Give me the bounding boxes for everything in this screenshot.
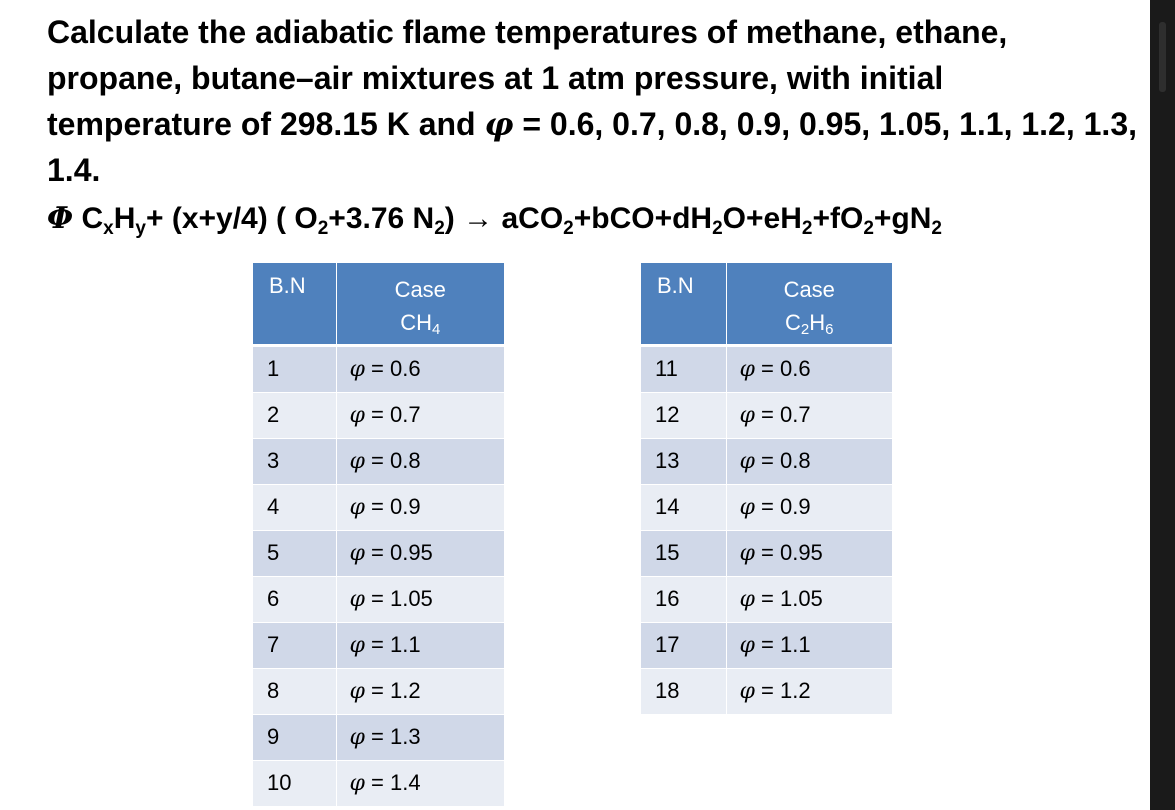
fuel-formula	[727, 306, 893, 339]
phi-value: = 0.8	[754, 448, 811, 473]
table-row	[253, 576, 504, 622]
reaction-arrow: ) →	[444, 202, 502, 235]
equivalence-ratio-symbol: Φ	[47, 201, 74, 236]
equation-lhs-h: H	[113, 202, 136, 235]
case-value	[336, 484, 504, 530]
case-value	[726, 438, 892, 484]
phi-value: = 1.2	[754, 678, 811, 703]
batch-number: 1	[253, 345, 336, 392]
batch-number: 17	[641, 622, 726, 668]
phi-value: = 1.2	[364, 678, 421, 703]
phi-value: = 0.6	[364, 356, 421, 381]
problem-statement	[47, 9, 1137, 193]
phi-symbol: φ	[349, 357, 365, 382]
case-value	[336, 668, 504, 714]
batch-number: 3	[253, 438, 336, 484]
batch-number: 18	[641, 668, 726, 714]
phi-value: = 0.9	[754, 494, 811, 519]
phi-value: = 1.05	[754, 586, 823, 611]
table-row	[253, 622, 504, 668]
case-value	[336, 576, 504, 622]
product-o-h2: O+eH	[722, 202, 802, 235]
equation-lhs-c: C	[73, 202, 104, 235]
phi-symbol: φ	[349, 495, 365, 520]
product-h2o-sub: 2	[712, 218, 723, 239]
batch-number: 8	[253, 668, 336, 714]
batch-number: 2	[253, 392, 336, 438]
bn-header: B.N	[253, 263, 336, 345]
phi-value: = 0.7	[754, 402, 811, 427]
batch-number: 12	[641, 392, 726, 438]
batch-number: 13	[641, 438, 726, 484]
batch-number: 15	[641, 530, 726, 576]
batch-number: 11	[641, 345, 726, 392]
case-header	[726, 263, 892, 345]
case-value	[336, 392, 504, 438]
case-value	[336, 622, 504, 668]
equation-sub-o2: 2	[317, 218, 329, 239]
phi-symbol: φ	[349, 587, 365, 612]
phi-value: = 1.3	[364, 724, 421, 749]
table-row	[253, 714, 504, 760]
batch-number: 6	[253, 576, 336, 622]
equation-sub-n2: 2	[434, 218, 445, 239]
batch-number: 4	[253, 484, 336, 530]
phi-value: = 1.1	[754, 632, 811, 657]
batch-number: 7	[253, 622, 336, 668]
equation-sub-x: x	[103, 218, 114, 239]
product-n2: +gN	[873, 202, 932, 235]
phi-value: = 0.8	[364, 448, 421, 473]
table-row	[641, 392, 892, 438]
phi-value: = 0.9	[364, 494, 421, 519]
batch-number: 16	[641, 576, 726, 622]
case-value	[336, 714, 504, 760]
phi-symbol: φ	[739, 449, 755, 474]
phi-symbol: φ	[349, 541, 365, 566]
phi-symbol: φ	[349, 633, 365, 658]
phi-symbol: φ	[739, 541, 755, 566]
case-value	[726, 530, 892, 576]
phi-value: = 0.7	[364, 402, 421, 427]
table-row	[253, 530, 504, 576]
table-row	[253, 345, 504, 392]
table-row	[253, 484, 504, 530]
formula-element: H	[809, 310, 826, 335]
bn-header: B.N	[641, 263, 726, 345]
phi-symbol: φ	[739, 633, 755, 658]
equation-n2: +3.76 N	[328, 202, 435, 235]
phi-symbol: φ	[349, 725, 365, 750]
equation-sub-y: y	[135, 218, 146, 239]
formula-subscript: 4	[431, 321, 441, 338]
case-value	[726, 392, 892, 438]
product-o2-sub: 2	[863, 218, 874, 239]
table-row	[641, 438, 892, 484]
case-value	[336, 760, 504, 806]
product-co-h2o: +bCO+dH	[573, 202, 713, 235]
formula-subscript: 2	[800, 321, 810, 338]
problem-text-before-phi: Calculate the adiabatic flame temperatures of methane, ethane, propane, butane–air mixtures at 1 atm pressure, with initial temperature of 298.15 K and	[47, 14, 1008, 142]
table-row	[641, 622, 892, 668]
case-value	[336, 530, 504, 576]
phi-symbol: φ	[349, 771, 365, 796]
product-h2-sub: 2	[801, 218, 813, 239]
case-header	[336, 263, 504, 345]
case-value	[336, 345, 504, 392]
phi-value: = 1.1	[364, 632, 421, 657]
phi-value: = 0.95	[754, 540, 823, 565]
case-label: Case	[783, 277, 835, 302]
table-row	[641, 345, 892, 392]
case-value	[726, 576, 892, 622]
case-label: Case	[394, 277, 446, 302]
phi-symbol: φ	[739, 679, 755, 704]
batch-number: 5	[253, 530, 336, 576]
table-row	[641, 484, 892, 530]
batch-number: 10	[253, 760, 336, 806]
phi-symbol: φ	[739, 495, 755, 520]
phi-symbol: φ	[739, 357, 755, 382]
table-row	[641, 530, 892, 576]
case-value	[336, 438, 504, 484]
ethane-cases-table	[641, 263, 892, 714]
case-value	[726, 484, 892, 530]
batch-number: 9	[253, 714, 336, 760]
methane-cases-table	[253, 263, 504, 806]
combustion-equation	[47, 199, 942, 239]
phi-symbol: φ	[484, 105, 514, 143]
phi-symbol: φ	[349, 449, 365, 474]
fuel-formula	[337, 306, 505, 339]
table-row	[253, 668, 504, 714]
phi-symbol: φ	[349, 679, 365, 704]
table-row	[253, 438, 504, 484]
equation-lhs-air: + (x+y/4) ( O	[145, 202, 318, 235]
product-co2: aCO	[501, 202, 564, 235]
phi-value: = 1.4	[364, 770, 421, 795]
formula-element: C	[785, 310, 801, 335]
batch-number: 14	[641, 484, 726, 530]
case-value	[726, 668, 892, 714]
problem-text-after-phi: = 0.6, 0.7, 0.8, 0.9, 0.95, 1.05, 1.1, 1.2, 1.3, 1.4.	[47, 106, 1137, 188]
phi-symbol: φ	[739, 587, 755, 612]
case-value	[726, 345, 892, 392]
phi-symbol: φ	[349, 403, 365, 428]
scrollbar-thumb[interactable]	[1159, 22, 1166, 92]
phi-value: = 0.95	[364, 540, 433, 565]
window-edge	[1150, 0, 1175, 810]
formula-subscript: 6	[825, 321, 834, 338]
phi-value: = 1.05	[364, 586, 433, 611]
table-row	[641, 668, 892, 714]
table-row	[253, 760, 504, 806]
phi-value: = 0.6	[754, 356, 811, 381]
product-n2-sub: 2	[931, 218, 942, 239]
table-row	[253, 392, 504, 438]
formula-element: CH	[400, 310, 432, 335]
case-value	[726, 622, 892, 668]
product-co2-sub: 2	[563, 218, 574, 239]
product-o2: +fO	[812, 202, 864, 235]
table-row	[641, 576, 892, 622]
phi-symbol: φ	[739, 403, 755, 428]
